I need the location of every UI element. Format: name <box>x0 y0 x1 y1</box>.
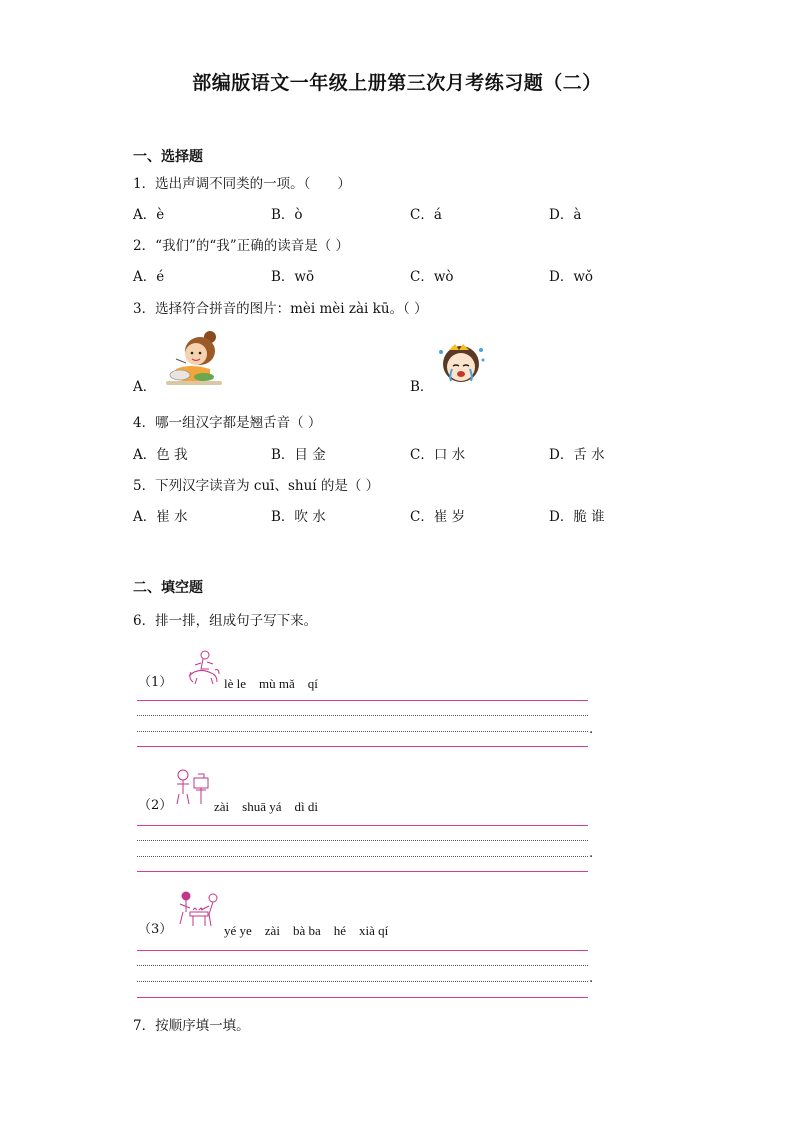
writing-line-dotted <box>137 965 588 966</box>
q1-option-b[interactable]: B．ò <box>271 207 303 223</box>
q4-option-c[interactable]: C．口 水 <box>410 447 466 463</box>
q5-option-d[interactable]: D．脆 谁 <box>549 509 605 525</box>
writing-line-top <box>137 950 588 951</box>
writing-line-top <box>137 700 588 701</box>
q6-item-1-pinyin: lè le mù mǎ qí <box>224 676 318 691</box>
q6-item-3-label: （3） <box>138 922 173 937</box>
q5-option-a[interactable]: A．崔 水 <box>133 509 188 525</box>
q6-item-3-pinyin: yé ye zài bà ba hé xià qí <box>224 923 389 938</box>
brushing-teeth-illustration <box>172 768 212 808</box>
writing-line-bottom <box>137 871 588 872</box>
q6-item-1-period: . <box>589 722 594 737</box>
q6-item-1-label: （1） <box>138 675 173 690</box>
question-5: 5．下列汉字读音为 cuī、shuí 的是（ ） <box>133 478 380 494</box>
q2-option-d[interactable]: D．wǒ <box>549 269 594 285</box>
section-heading-choice: 一、选择题 <box>133 149 203 165</box>
q6-item-2-pinyin: zài shuā yá dì di <box>214 799 318 814</box>
q3-option-a[interactable]: A． <box>133 379 157 395</box>
playing-chess-illustration <box>175 890 223 932</box>
girl-eating-illustration <box>158 327 228 389</box>
writing-line-dotted <box>137 731 588 732</box>
q2-option-a[interactable]: A．é <box>133 269 165 285</box>
writing-line-dotted <box>137 840 588 841</box>
question-6: 6．排一排，组成句子写下来。 <box>133 613 318 629</box>
question-1: 1．选出声调不同类的一项。（ ） <box>133 176 351 192</box>
question-7: 7．按顺序填一填。 <box>133 1018 250 1034</box>
q6-item-3-period: . <box>589 971 594 986</box>
section-heading-fill-in: 二、填空题 <box>133 580 203 596</box>
writing-line-dotted <box>137 715 588 716</box>
q6-item-2-label: （2） <box>138 798 173 813</box>
writing-line-dotted <box>137 856 588 857</box>
question-3: 3．选择符合拼音的图片：mèi mèi zài kū。（ ） <box>133 301 428 317</box>
writing-line-top <box>137 825 588 826</box>
question-4: 4．哪一组汉字都是翘舌音（ ） <box>133 415 322 431</box>
page-title: 部编版语文一年级上册第三次月考练习题（二） <box>192 72 602 94</box>
crying-girl-illustration <box>433 338 489 388</box>
question-2: 2．“我们”的“我”正确的读音是（ ） <box>133 238 349 254</box>
writing-line-bottom <box>137 746 588 747</box>
q2-option-c[interactable]: C．wò <box>410 269 454 285</box>
q5-option-b[interactable]: B．吹 水 <box>271 509 326 525</box>
q1-option-c[interactable]: C．á <box>410 207 442 223</box>
q2-option-b[interactable]: B．wō <box>271 269 315 285</box>
writing-line-dotted <box>137 981 588 982</box>
q4-option-d[interactable]: D．舌 水 <box>549 447 605 463</box>
q4-option-a[interactable]: A．色 我 <box>133 447 188 463</box>
q6-item-2-period: . <box>589 846 594 861</box>
q1-option-d[interactable]: D．à <box>549 207 582 223</box>
q3-option-b[interactable]: B． <box>410 379 434 395</box>
q5-option-c[interactable]: C．崔 岁 <box>410 509 466 525</box>
riding-horse-illustration <box>185 648 221 686</box>
writing-line-bottom <box>137 997 588 998</box>
q1-option-a[interactable]: A．è <box>133 207 165 223</box>
q4-option-b[interactable]: B．目 金 <box>271 447 326 463</box>
